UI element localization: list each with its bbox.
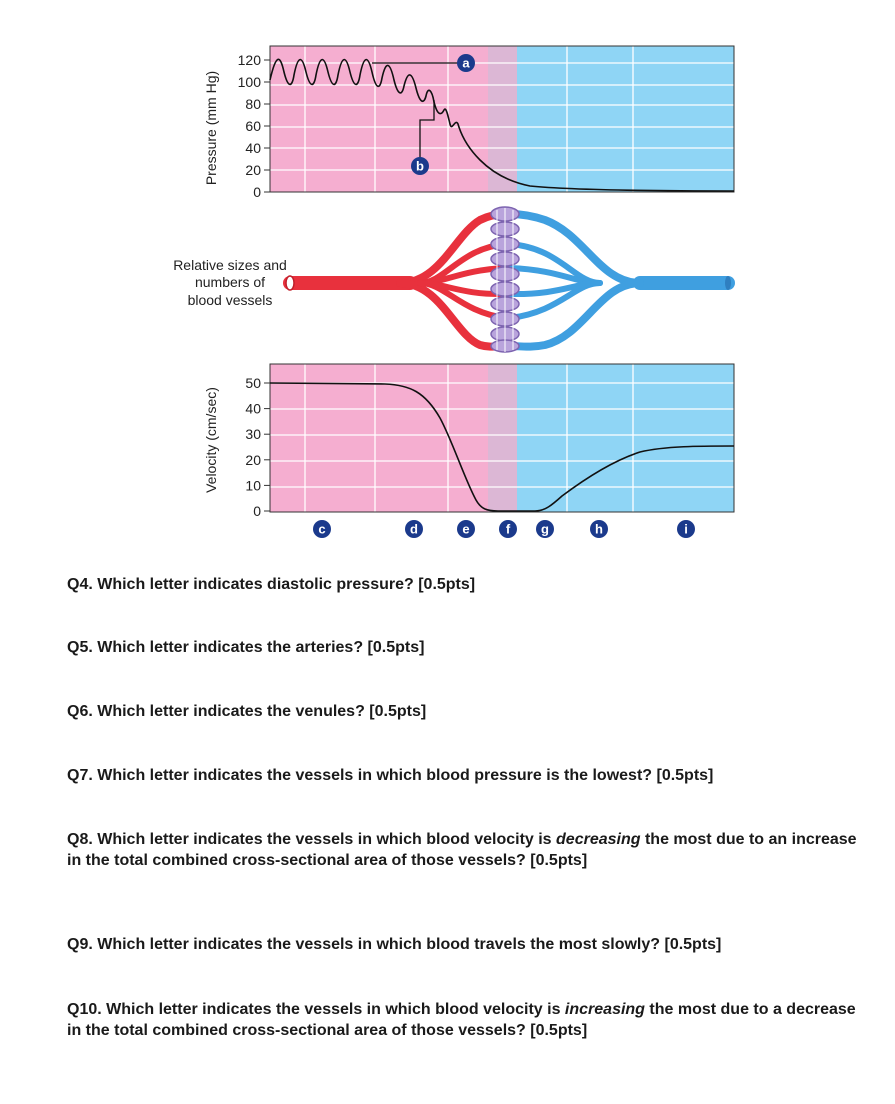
vessel-label-line-3: blood vessels	[187, 292, 273, 308]
marker-i-letter: i	[684, 521, 688, 537]
question-q10	[67, 999, 861, 1041]
question-q9	[67, 934, 857, 955]
velocity-tick-label: 20	[245, 451, 261, 468]
vessel-label-line-1: Relative sizes and	[173, 257, 287, 273]
velocity-yticks	[245, 375, 270, 519]
velocity-venous-region	[517, 364, 734, 512]
venous-vessels	[510, 214, 731, 347]
arterial-vessels	[286, 214, 506, 347]
velocity-tick-label: 40	[245, 400, 261, 417]
callout-a-letter: a	[462, 55, 470, 71]
vessel-label-line-2: numbers of	[194, 274, 266, 290]
pressure-tick-label: 20	[245, 162, 261, 178]
pressure-chart	[203, 46, 734, 200]
question-q5	[67, 637, 857, 658]
pressure-yticks	[238, 52, 270, 200]
marker-g-letter: g	[541, 521, 549, 537]
artery-end-cap	[286, 276, 294, 290]
question-text: the most due to an increase in the total combined cross-sectional area of those vessels? [0.5pts]	[67, 831, 862, 869]
question-q7	[67, 765, 857, 786]
marker-d-letter: d	[410, 521, 418, 537]
vessel-diagram	[173, 207, 731, 352]
question-text: Q9. Which letter indicates the vessels in which blood travels the most slowly? [0.5pts]	[67, 936, 722, 953]
velocity-capillary-region	[488, 364, 517, 512]
velocity-tick-label: 0	[253, 503, 261, 519]
question-q6	[67, 701, 857, 722]
marker-f-letter: f	[505, 521, 511, 537]
velocity-markers	[313, 520, 695, 538]
marker-e-letter: e	[462, 521, 470, 537]
velocity-arterial-region	[270, 364, 488, 512]
pressure-tick-label: 40	[245, 140, 261, 156]
pressure-tick-label: 100	[237, 74, 261, 90]
question-emphasis: decreasing	[556, 831, 641, 848]
question-text: Q4. Which letter indicates diastolic pressure? [0.5pts]	[67, 576, 476, 593]
question-text: Q6. Which letter indicates the venules? [0.5pts]	[67, 703, 427, 720]
pressure-tick-label: 60	[245, 118, 261, 134]
vein-branch-mid	[510, 268, 600, 283]
question-text: Q5. Which letter indicates the arteries? [0.5pts]	[67, 639, 425, 656]
question-text: Q8. Which letter indicates the vessels in which blood velocity is	[67, 831, 557, 848]
vein-end-cap	[725, 276, 731, 290]
velocity-ylabel: Velocity (cm/sec)	[203, 387, 219, 493]
pressure-tick-label: 80	[245, 96, 261, 112]
velocity-chart	[203, 364, 734, 538]
velocity-tick-label: 50	[245, 375, 261, 391]
question-q4	[67, 574, 857, 595]
question-text: Q7. Which letter indicates the vessels in which blood pressure is the lowest? [0.5pts]	[67, 767, 714, 784]
callout-b-letter: b	[416, 158, 424, 174]
pressure-tick-label: 0	[253, 184, 261, 200]
pressure-tick-label: 120	[237, 52, 261, 68]
question-text: the most due to a decrease in the total combined cross-sectional area of those vessels? [0.5pts]	[67, 1001, 861, 1039]
callout-a	[457, 54, 475, 72]
question-emphasis: increasing	[564, 1001, 645, 1018]
question-text: Q10. Which letter indicates the vessels in which blood velocity is	[67, 1001, 565, 1018]
callout-b	[411, 157, 429, 175]
velocity-tick-label: 10	[245, 477, 261, 494]
velocity-tick-label: 30	[245, 426, 261, 443]
pressure-ylabel: Pressure (mm Hg)	[203, 70, 219, 186]
marker-h-letter: h	[595, 521, 603, 537]
marker-c-letter: c	[318, 521, 326, 537]
question-q8	[67, 829, 862, 871]
